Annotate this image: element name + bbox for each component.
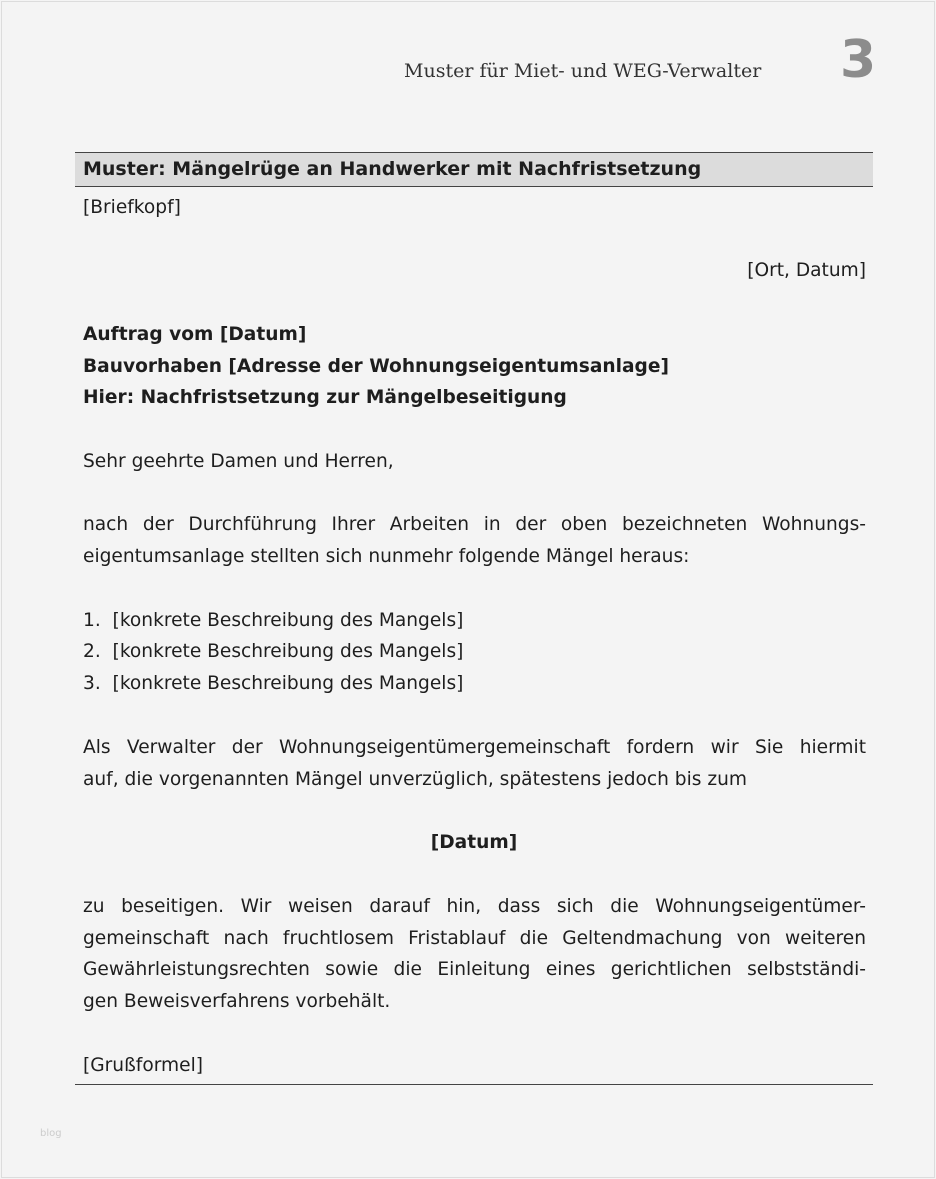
deadline: [Datum] — [430, 832, 518, 853]
bottom-rule — [75, 1084, 873, 1085]
salutation: Sehr geehrte Damen und Herren, — [83, 451, 394, 472]
place-date: [Ort, Datum] — [747, 260, 866, 281]
defect-item: 3. [konkrete Beschreibung des Mangels] — [83, 673, 464, 694]
paragraph-line: Gewährleistungsrechten sowie die Einleitung eines gerichtlichen selbstständi- — [83, 959, 866, 980]
section-title: Muster: Mängelrüge an Handwerker mit Nachfristsetzung — [83, 158, 702, 180]
defect-item: 1. [konkrete Beschreibung des Mangels] — [83, 610, 464, 631]
section-title-bar — [75, 152, 873, 187]
watermark: blog — [40, 1128, 62, 1139]
paragraph-line: eigentumsanlage stellten sich nunmehr folgende Mängel heraus: — [83, 546, 690, 567]
defect-item: 2. [konkrete Beschreibung des Mangels] — [83, 641, 464, 662]
chapter-number: 3 — [840, 30, 877, 90]
closing: [Grußformel] — [83, 1055, 204, 1076]
paragraph-line: gemeinschaft nach fruchtlosem Fristablauf die Geltendmachung von weiteren — [83, 928, 866, 949]
running-header: Muster für Miet- und WEG-Verwalter — [404, 60, 762, 82]
subject-line: Bauvorhaben [Adresse der Wohnungseigentumsanlage] — [83, 356, 669, 377]
paragraph-line: zu beseitigen. Wir weisen darauf hin, dass sich die Wohnungseigentümer- — [83, 896, 866, 917]
paragraph-line: auf, die vorgenannten Mängel unverzüglich, spätestens jedoch bis zum — [83, 769, 748, 790]
paragraph-line: nach der Durchführung Ihrer Arbeiten in der oben bezeichneten Wohnungs- — [83, 514, 866, 535]
paragraph-line: Als Verwalter der Wohnungseigentümergemeinschaft fordern wir Sie hiermit — [83, 737, 866, 758]
paragraph-line: gen Beweisverfahrens vorbehält. — [83, 991, 391, 1012]
letterhead: [Briefkopf] — [83, 197, 181, 218]
subject-line: Auftrag vom [Datum] — [83, 324, 307, 345]
subject-line: Hier: Nachfristsetzung zur Mängelbeseitigung — [83, 387, 567, 408]
